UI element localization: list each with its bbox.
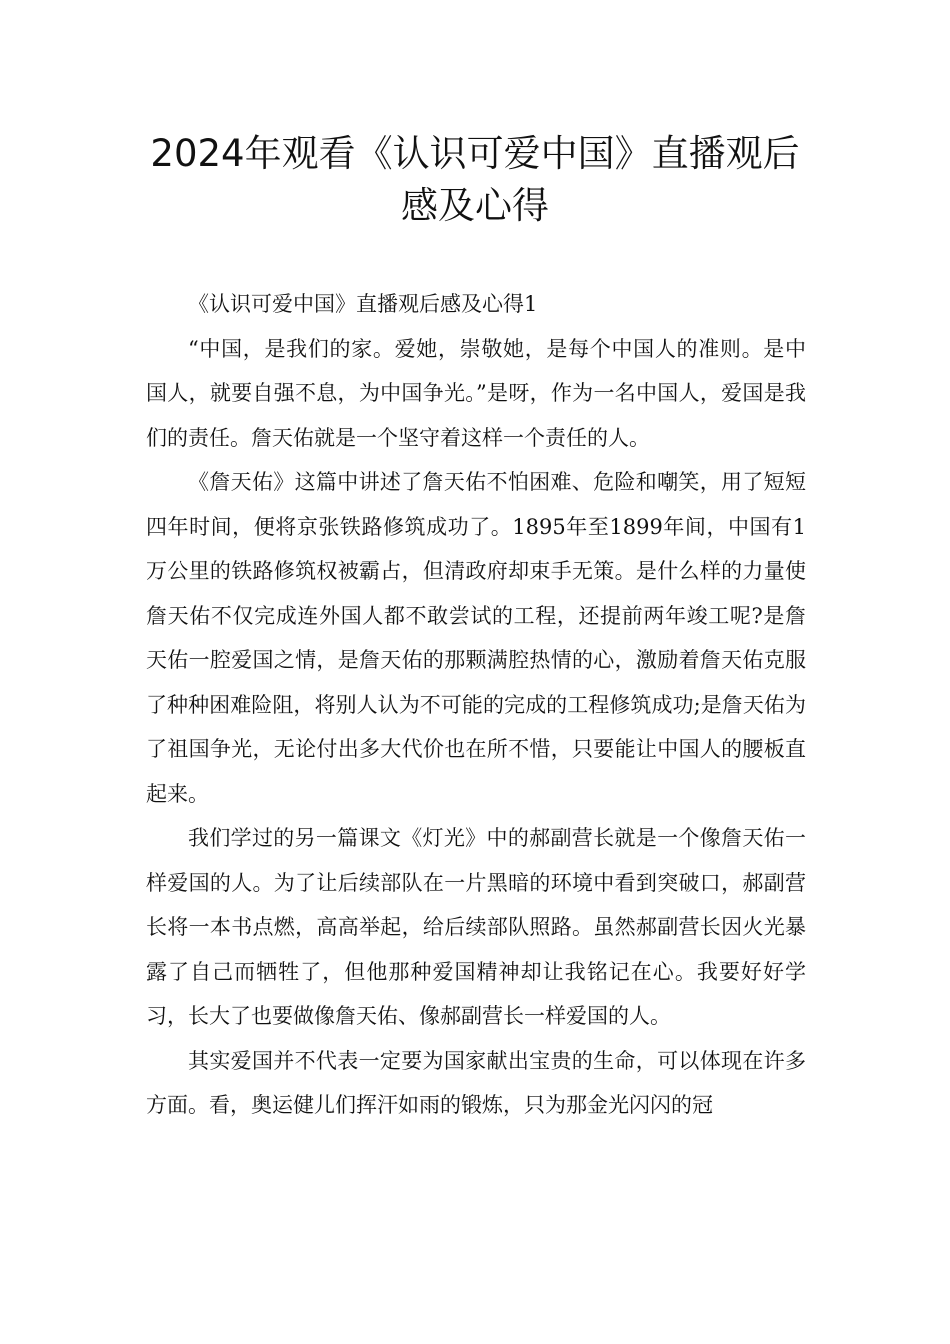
body-paragraph: 《詹天佑》这篇中讲述了詹天佑不怕困难、危险和嘲笑，用了短短四年时间，便将京张铁路修筑成功了。1895年至1899年间，中国有1万公里的铁路修筑权被霸占，但清政府却束手无策。是什么样的力量使詹天佑不仅完成连外国人都不敢尝试的工程，还提前两年竣工呢?是詹天佑一腔爱国之情，是詹天佑的那颗满腔热情的心，激励着詹天佑克服了种种困难险阻，将别人认为不可能的完成的工程修筑成功;是詹天佑为了祖国争光，无论付出多大代价也在所不惜，只要能让中国人的腰板直起来。 (146, 470, 806, 806)
subheading-paragraph: 《认识可爱中国》直播观后感及心得1 (188, 292, 538, 316)
title-line-1: 2024年观看《认识可爱中国》直播观后 (150, 132, 800, 175)
title-line-2: 感及心得 (401, 184, 549, 227)
body-paragraph: 我们学过的另一篇课文《灯光》中的郝副营长就是一个像詹天佑一样爱国的人。为了让后续部队在一片黑暗的环境中看到突破口，郝副营长将一本书点燃，高高举起，给后续部队照路。虽然郝副营长因火光暴露了自己而牺牲了，但他那种爱国精神却让我铭记在心。我要好好学习，长大了也要做像詹天佑、像郝副营长一样爱国的人。 (146, 826, 806, 1028)
document-body (146, 282, 806, 1128)
document-title (120, 128, 830, 232)
body-paragraph: “中国，是我们的家。爱她，崇敬她，是每个中国人的准则。是中国人，就要自强不息，为中国争光。”是呀，作为一名中国人，爱国是我们的责任。詹天佑就是一个坚守着这样一个责任的人。 (146, 336, 806, 450)
body-paragraph: 其实爱国并不代表一定要为国家献出宝贵的生命，可以体现在许多方面。看，奥运健儿们挥汗如雨的锻炼，只为那金光闪闪的冠 (146, 1048, 806, 1117)
